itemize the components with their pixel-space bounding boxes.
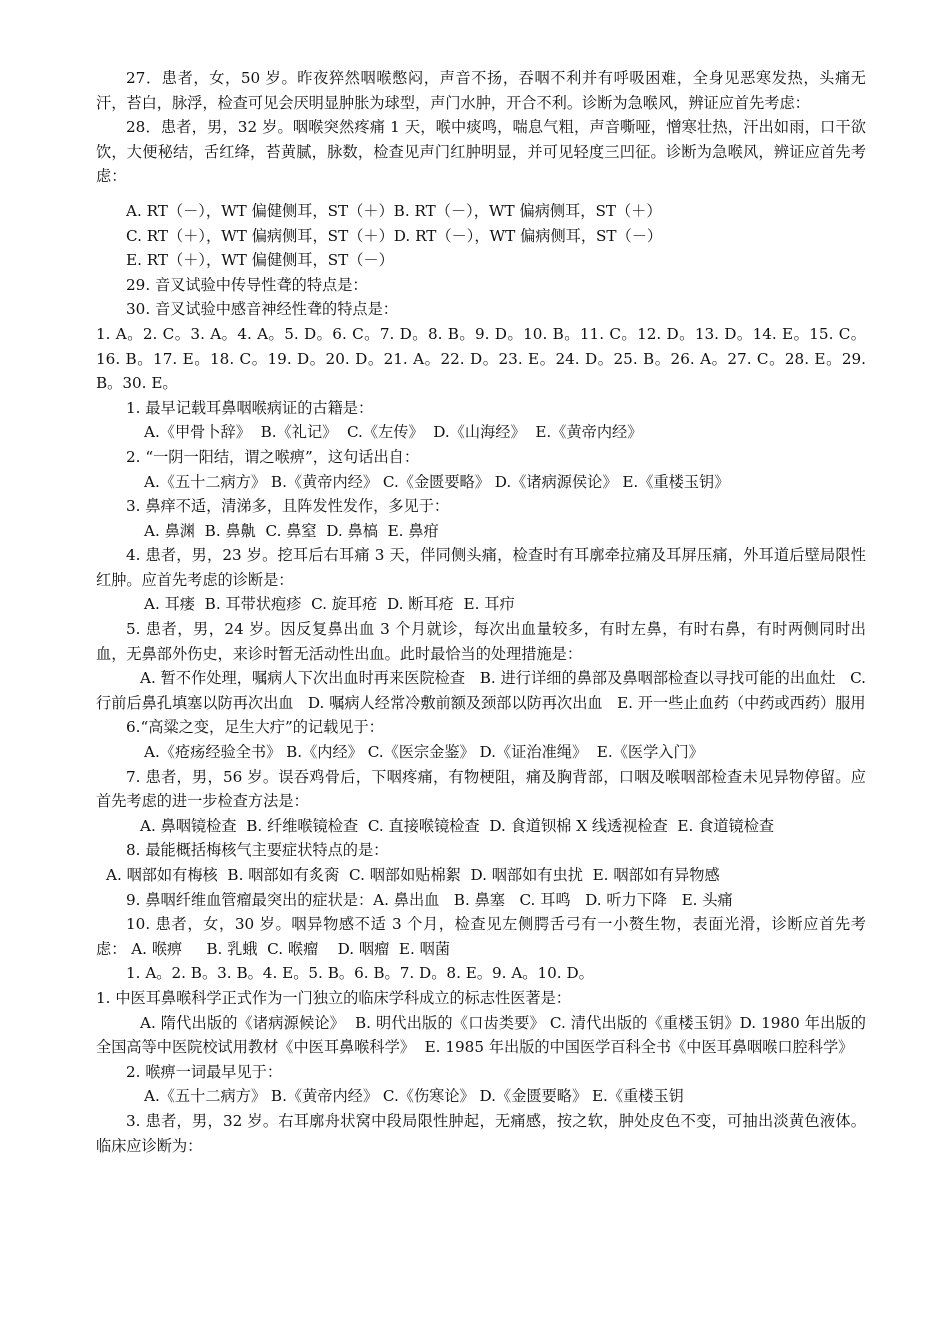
question-s2-4: 4. 患者，男，23 岁。挖耳后右耳痛 3 天，伴同侧头痛，检查时有耳廓牵拉痛及耳屏压痛，外耳道后壁局限性红肿。应首先考虑的诊断是： <box>96 546 866 589</box>
question-s2-6: 6.“高粱之变，足生大疔”的记载见于： <box>126 718 384 737</box>
options-s3-2: A.《五十二病方》 B.《黄帝内经》 C.《伤寒论》 D.《金匮要略》 E.《重楼玉钥 <box>144 1087 684 1106</box>
question-s2-9: 9. 鼻咽纤维血管瘤最突出的症状是：A. 鼻出血 B. 鼻塞 C. 耳鸣 D. 听力下降 E. 头痛 <box>126 890 733 909</box>
question-s2-7: 7. 患者，男，56 岁。误吞鸡骨后，下咽疼痛，有物梗阻，痛及胸背部，口咽及喉咽部检查未见异物停留。应首先考虑的进一步检查方法是： <box>96 767 866 811</box>
question-28: 28．患者，男，32 岁。咽喉突然疼痛 1 天，喉中痰鸣，喘息气粗，声音嘶哑，憎寒壮热，汗出如雨，口干欲饮，大便秘结，舌红绛，苔黄腻，脉数，检查见声门红肿明显，并可见轻度三凹征。诊断为急喉风，辨证应首先考虑： <box>96 118 866 186</box>
question-29: 29. 音叉试验中传导性聋的特点是： <box>126 275 368 294</box>
answer-key-2: 1. A。2. B。3. B。4. E。5. B。6. B。7. D。8. E。9. A。10. D。 <box>126 964 594 983</box>
document-page <box>96 66 871 1158</box>
options-s2-7: A. 鼻咽镜检查 B. 纤维喉镜检查 C. 直接喉镜检查 D. 食道钡棉 X 线透视检查 E. 食道镜检查 <box>140 816 775 835</box>
options-cd: C. RT（＋），WT 偏病侧耳，ST（＋）D. RT（－），WT 偏病侧耳，ST（－） <box>126 226 663 245</box>
question-s2-5: 5. 患者，男，24 岁。因反复鼻出血 3 个月就诊，每次出血量较多，有时左鼻，有时右鼻，有时两侧同时出血，无鼻部外伤史，来诊时暂无活动性出血。此时最恰当的处理措施是： <box>96 620 866 663</box>
question-s2-8: 8. 最能概括梅核气主要症状特点的是： <box>126 841 389 860</box>
options-ab: A. RT（－），WT 偏健侧耳，ST（＋）B. RT（－），WT 偏病侧耳，ST（＋） <box>126 201 662 220</box>
question-s3-1: 1. 中医耳鼻喉科学正式作为一门独立的临床学科成立的标志性医著是： <box>96 988 571 1007</box>
answer-key-1: 1. A。2. C。3. A。4. A。5. D。6. C。7. D。8. B。9. D。10. B。11. C。12. D。13. D。14. E。15. C。16. B。17. E。18. C。19. D。20. D。21. A。22. D。23. E。24. D。25. B。26. A。27. C。28. E。29. B。30. E。 <box>96 324 871 393</box>
question-30: 30. 音叉试验中感音神经性聋的特点是： <box>126 300 398 319</box>
options-s2-5: A. 暂不作处理，嘱病人下次出血时再来医院检查 B. 进行详细的鼻部及鼻咽部检查以寻找可能的出血灶 C. 行前后鼻孔填塞以防再次出血 D. 嘱病人经常冷敷前额及颈部以防再次出血 E. 开一些止血药（中药或西药）服用 <box>96 669 871 712</box>
options-s3-1: A. 隋代出版的《诸病源候论》 B. 明代出版的《口齿类要》 C. 清代出版的《重楼玉钥》D. 1980 年出版的全国高等中医院校试用教材《中医耳鼻喉科学》 E. 1985 年出版的中国医学百科全书《中医耳鼻咽喉口腔科学》 <box>96 1013 866 1057</box>
options-s2-4: A. 耳瘘 B. 耳带状疱疹 C. 旋耳疮 D. 断耳疮 E. 耳疖 <box>144 595 515 614</box>
options-s2-2: A.《五十二病方》 B.《黄帝内经》 C.《金匮要略》 D.《诸病源侯论》 E.《重楼玉钥》 <box>144 472 730 491</box>
question-s2-2: 2. “一阴一阳结，谓之喉痹”，这句话出自： <box>126 447 420 466</box>
options-s2-6: A.《疮疡经验全书》 B.《内经》 C.《医宗金鉴》 D.《证治准绳》 E.《医学入门》 <box>144 743 704 762</box>
options-s2-1: A.《甲骨卜辞》 B.《礼记》 C.《左传》 D.《山海经》 E.《黄帝内经》 <box>144 423 643 442</box>
options-e: E. RT（＋），WT 偏健侧耳，ST（－） <box>126 251 394 270</box>
question-s2-1: 1. 最早记载耳鼻咽喉病证的古籍是： <box>126 398 374 417</box>
question-s2-10: 10. 患者，女，30 岁。咽异物感不适 3 个月，检查见左侧腭舌弓有一小赘生物，表面光滑，诊断应首先考虑： A. 喉痹 B. 乳蛾 C. 喉瘤 D. 咽瘤 E. 咽菌 <box>96 915 866 958</box>
question-s3-2: 2. 喉痹一词最早见于： <box>126 1062 283 1081</box>
options-s2-8: A. 咽部如有梅核 B. 咽部如有炙脔 C. 咽部如贴棉絮 D. 咽部如有虫扰 E. 咽部如有异物感 <box>106 866 720 884</box>
question-s3-3: 3. 患者，男，32 岁。右耳廓舟状窝中段局限性肿起，无痛感，按之软，肿处皮色不变，可抽出淡黄色液体。临床应诊断为： <box>96 1111 866 1155</box>
question-s2-3: 3. 鼻痒不适，清涕多，且阵发性发作，多见于： <box>126 497 450 516</box>
options-s2-3: A. 鼻渊 B. 鼻鼽 C. 鼻窒 D. 鼻槁 E. 鼻疳 <box>144 521 439 540</box>
question-27: 27．患者，女，50 岁。昨夜猝然咽喉憋闷，声音不扬，吞咽不利并有呼吸困难，全身见恶寒发热，头痛无汗，苔白，脉浮，检查可见会厌明显肿胀为球型，声门水肿，开合不利。诊断为急喉风，辨证应首先考虑： <box>96 69 866 112</box>
